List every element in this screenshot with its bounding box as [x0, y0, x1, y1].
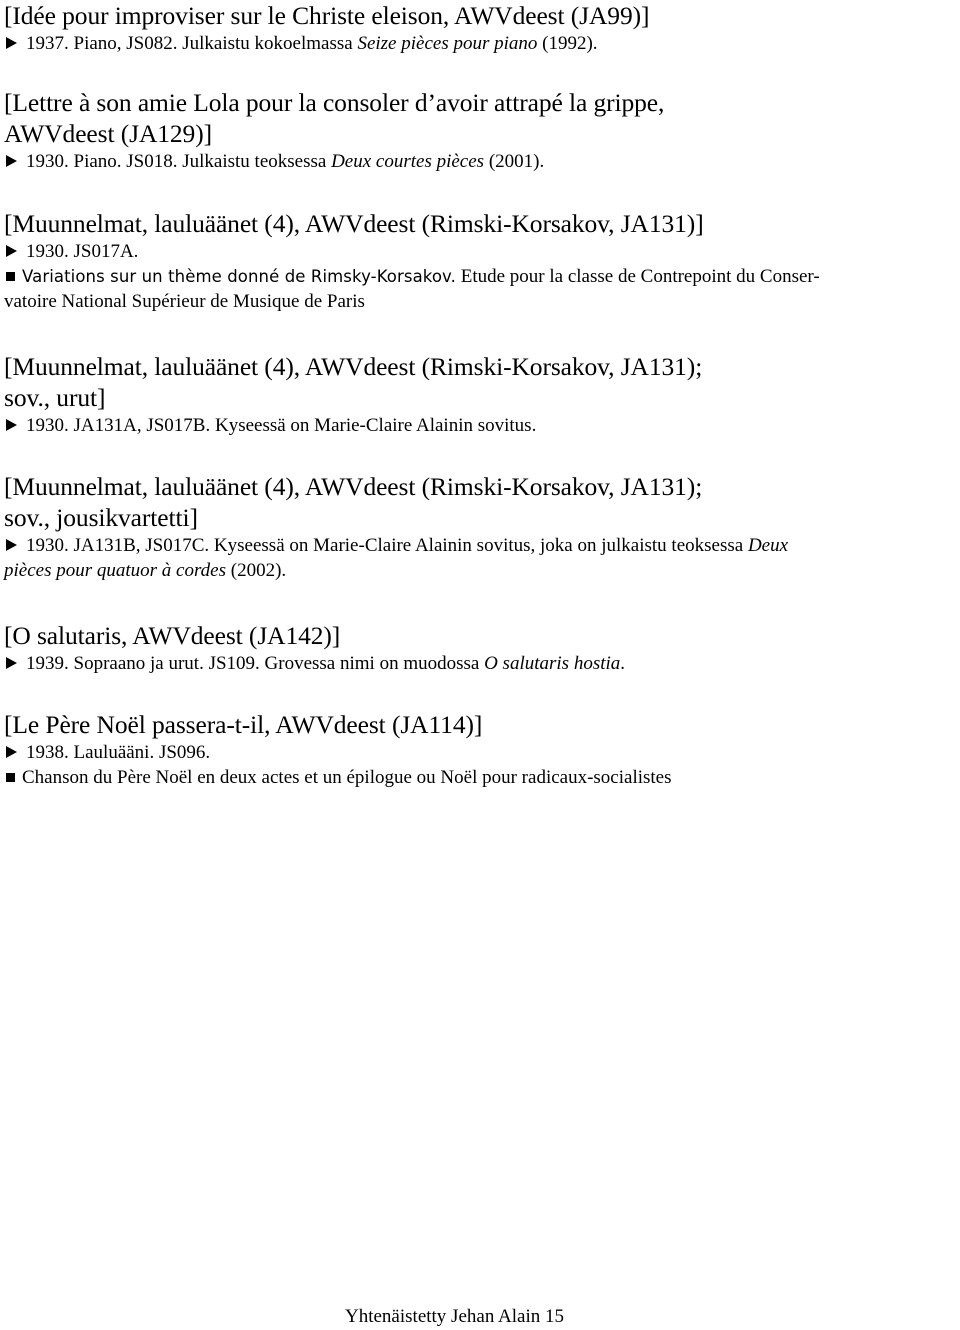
info-text-end: (1992).: [537, 33, 598, 54]
entry-ja131b: [4, 471, 956, 583]
info-text-end: .: [620, 653, 626, 674]
page-footer: Yhtenäistetty Jehan Alain 15: [345, 1306, 564, 1327]
note-text-line2: vatoire National Supérieur de Musique de Paris: [4, 291, 365, 312]
entry-title-line2: sov., jousikvartetti]: [4, 503, 198, 532]
entry-title: [4, 351, 956, 413]
entry-title: [O salutaris, AWVdeest (JA142)]: [4, 621, 341, 650]
entry-info: [4, 31, 956, 56]
entry-ja129: [4, 87, 956, 174]
entry-title-line2: sov., urut]: [4, 383, 106, 412]
entry-info: [4, 740, 956, 765]
entry-ja114: [4, 709, 956, 790]
note-sans-text: Variations sur un thème donné de Rimsky-Korsakov.: [22, 267, 456, 286]
info-text-end: (2001).: [484, 151, 545, 172]
entry-title-line1: [Lettre à son amie Lola pour la consoler d’avoir attrapé la grippe,: [4, 88, 665, 117]
entry-info: [4, 149, 956, 174]
info-work-title: Deux: [747, 535, 789, 556]
info-text: 1930. JS017A.: [26, 241, 139, 262]
info-text: 1930. JA131B, JS017C. Kyseessä on Marie-Claire Alainin sovitus, joka on julkaistu teoksessa: [26, 535, 748, 556]
entry-ja99: [4, 0, 956, 56]
info-work-title: O salutaris hostia: [484, 653, 621, 674]
entry-ja142: [4, 620, 956, 676]
square-bullet-icon: [6, 272, 15, 281]
entry-ja131: [4, 208, 956, 314]
info-text: 1930. Piano. JS018. Julkaistu teoksessa: [26, 151, 332, 172]
info-work-title: Deux courtes pièces: [331, 151, 485, 172]
note-text: Chanson du Père Noël en deux actes et un épilogue ou Noël pour radicaux-socialistes: [22, 767, 672, 788]
info-text: 1930. JA131A, JS017B. Kyseessä on Marie-Claire Alainin sovitus.: [26, 415, 537, 436]
entry-title: [Muunnelmat, lauluäänet (4), AWVdeest (Rimski-Korsakov, JA131)]: [4, 209, 704, 238]
arrow-bullet-icon: [6, 746, 17, 758]
square-bullet-icon: [6, 773, 15, 782]
entry-title: [Le Père Noël passera-t-il, AWVdeest (JA114)]: [4, 710, 483, 739]
arrow-bullet-icon: [6, 419, 17, 431]
info-work-title: Seize pièces pour piano: [357, 33, 538, 54]
arrow-bullet-icon: [6, 539, 17, 551]
entry-title: [4, 87, 956, 149]
entry-title-line2: AWVdeest (JA129)]: [4, 119, 212, 148]
entry-note: [4, 765, 956, 790]
info-work-title-cont: pièces pour quatuor à cordes: [4, 560, 226, 581]
entry-info: [4, 239, 956, 264]
info-text: 1937. Piano, JS082. Julkaistu kokoelmassa: [26, 33, 358, 54]
arrow-bullet-icon: [6, 155, 17, 167]
entry-title-line1: [Muunnelmat, lauluäänet (4), AWVdeest (Rimski-Korsakov, JA131);: [4, 352, 703, 381]
entry-info: [4, 533, 956, 583]
entry-note: [4, 264, 956, 314]
arrow-bullet-icon: [6, 37, 17, 49]
entry-title: [4, 471, 956, 533]
arrow-bullet-icon: [6, 657, 17, 669]
entry-info: [4, 651, 956, 676]
entry-title-line1: [Muunnelmat, lauluäänet (4), AWVdeest (Rimski-Korsakov, JA131);: [4, 472, 703, 501]
entry-title: [Idée pour improviser sur le Christe eleison, AWVdeest (JA99)]: [4, 1, 650, 30]
info-text-end: (2002).: [226, 560, 287, 581]
info-text: 1939. Sopraano ja urut. JS109. Grovessa nimi on muodossa: [26, 653, 485, 674]
entry-ja131a: [4, 351, 956, 438]
arrow-bullet-icon: [6, 245, 17, 257]
entry-info: [4, 413, 956, 438]
info-text: 1938. Lauluääni. JS096.: [26, 742, 211, 763]
note-text: Etude pour la classe de Contrepoint du Conser-: [455, 266, 820, 287]
